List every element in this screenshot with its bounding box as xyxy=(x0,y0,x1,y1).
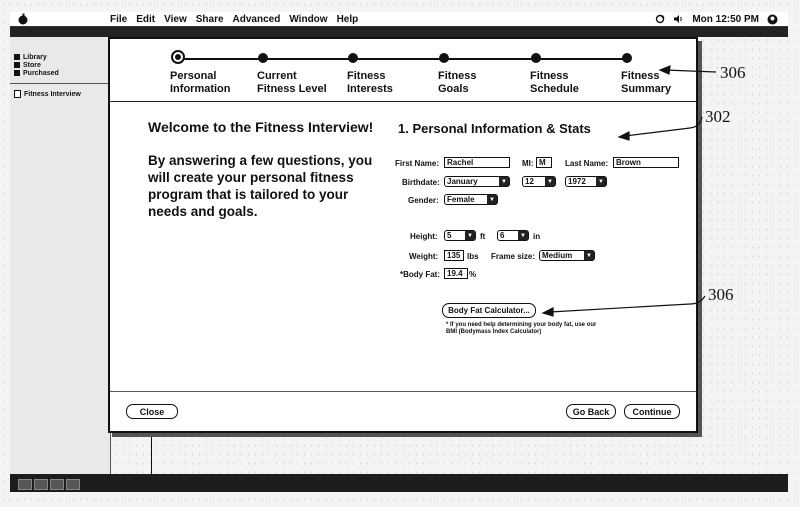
menu-advanced[interactable]: Advanced xyxy=(232,13,281,25)
menu-view[interactable]: View xyxy=(164,13,187,25)
arrow-head-section xyxy=(619,132,629,140)
welcome-title: Welcome to the Fitness Interview! xyxy=(148,119,374,135)
birth-year-value: 1972 xyxy=(568,177,586,186)
first-name-label: First Name: xyxy=(395,159,440,168)
body-fat-note: * If you need help determining your body fat, use our BMI (Bodymass Index Calculator) xyxy=(446,322,597,335)
birth-month-value: January xyxy=(447,177,478,186)
last-name-field[interactable]: Brown xyxy=(613,157,679,168)
first-name-field[interactable]: Rachel xyxy=(444,157,510,168)
chevron-down-icon: ▼ xyxy=(487,195,497,204)
clock: Mon 12:50 PM xyxy=(692,13,759,25)
birthdate-label: Birthdate: xyxy=(402,178,440,187)
continue-button[interactable]: Continue xyxy=(624,404,680,419)
body-fat-calculator-button[interactable]: Body Fat Calculator... xyxy=(442,303,536,318)
chevron-down-icon: ▼ xyxy=(465,231,475,240)
weight-unit: lbs xyxy=(467,252,479,261)
welcome-intro: By answering a few questions, you will create your personal fitness program that is tailored to your needs and goals. xyxy=(148,153,373,219)
menu-file[interactable]: File xyxy=(110,13,128,25)
frame-size-value: Medium xyxy=(542,251,573,260)
menu-help[interactable]: Help xyxy=(336,13,359,25)
menu-edit[interactable]: Edit xyxy=(136,13,156,25)
sidebar-item-label: Purchased xyxy=(23,69,59,77)
birth-day-value: 12 xyxy=(525,177,534,186)
gender-value: Female xyxy=(447,195,475,204)
arrow-line-button xyxy=(550,296,705,312)
chevron-down-icon: ▼ xyxy=(545,177,555,186)
arrow-line-steps xyxy=(665,70,716,72)
frame-size-label: Frame size: xyxy=(491,252,536,261)
ft-unit: ft xyxy=(480,232,486,241)
body-fat-unit: % xyxy=(469,270,477,279)
sidebar-item-label: Library xyxy=(23,53,47,61)
height-in-value: 6 xyxy=(500,231,505,240)
close-button[interactable]: Close xyxy=(126,404,178,419)
arrow-head-button xyxy=(543,308,553,316)
reference-label-steps: 306 xyxy=(720,63,746,82)
menu-window[interactable]: Window xyxy=(289,13,328,25)
mi-label: MI: xyxy=(522,159,534,168)
chevron-down-icon: ▼ xyxy=(584,251,594,260)
mi-field[interactable]: M xyxy=(536,157,552,168)
sidebar-item-label: Fitness Interview xyxy=(24,90,81,98)
step-label-personal-information[interactable]: Personal Information xyxy=(170,70,231,95)
height-ft-value: 5 xyxy=(447,231,452,240)
menu-share[interactable]: Share xyxy=(195,13,224,25)
sidebar-item-label: Store xyxy=(23,61,41,69)
last-name-label: Last Name: xyxy=(565,159,609,168)
height-label: Height: xyxy=(410,232,438,241)
body-fat-label: *Body Fat: xyxy=(400,270,440,279)
step-label-current-fitness-level[interactable]: Current Fitness Level xyxy=(257,70,327,95)
body-fat-field[interactable]: 19.4 xyxy=(444,268,468,279)
chevron-down-icon: ▼ xyxy=(596,177,606,186)
go-back-button[interactable]: Go Back xyxy=(566,404,616,419)
arrow-head-steps xyxy=(660,66,670,74)
section-title: 1. Personal Information & Stats xyxy=(398,121,591,136)
step-label-fitness-schedule[interactable]: Fitness Schedule xyxy=(530,70,579,95)
arrow-line-section xyxy=(625,117,702,136)
step-label-fitness-summary[interactable]: Fitness Summary xyxy=(621,70,672,95)
chevron-down-icon: ▼ xyxy=(518,231,528,240)
gender-label: Gender: xyxy=(408,196,439,205)
chevron-down-icon: ▼ xyxy=(499,177,509,186)
reference-label-section: 302 xyxy=(705,107,731,126)
step-label-fitness-goals[interactable]: Fitness Goals xyxy=(438,70,477,95)
step-label-fitness-interests[interactable]: Fitness Interests xyxy=(347,70,393,95)
weight-label: Weight: xyxy=(409,252,439,261)
in-unit: in xyxy=(533,232,541,241)
reference-label-button: 306 xyxy=(708,285,734,304)
weight-field[interactable]: 135 xyxy=(444,250,464,261)
